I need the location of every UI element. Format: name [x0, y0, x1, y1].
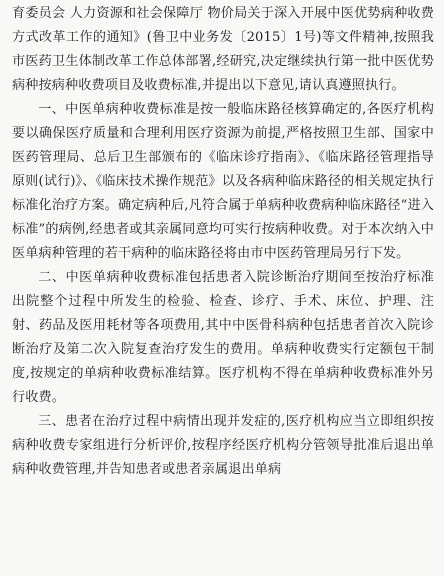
paragraph-continuation: 育委员会 人力资源和社会保障厅 物价局关于深入开展中医优势病种收费方式改革工作的通知》(鲁卫中业务发〔2015〕1号)等文件精神,按照我市医药卫生体制改革工作总体部署,经研究,决定继续执行第一批中医优势病种按病种收费项目及收费标准,并提出以下意见,请认真遵照执行。: [12, 6, 434, 93]
paragraph-item-1: 一、中医单病种收费标准是按一般临床路径核算确定的,各医疗机构要以确保医疗质量和合理利用医疗资源为前提,严格按照卫生部、国家中医药管理局、总后卫生部颁布的《临床诊疗指南》、《临床路径管理指导原则(试行)》、《临床技术操作规范》以及各病种临床路径的相关规定执行标准化治疗方案。确定病种后,凡符合属于单病种收费病种临床路径“进入标准”的病例,经患者或其亲属同意均可实行按病种收费。对于本次纳入中医单病种管理的若干病种的临床路径将由市中医药管理局另行下发。: [12, 102, 434, 261]
paragraph-item-2: 二、中医单病种收费标准包括患者入院诊断治疗期间至按治疗标准出院整个过程中所发生的检验、检查、诊疗、手术、床位、护理、注射、药品及医用耗材等各项费用,其中中医骨科病种包括患者首次入院诊断治疗及第二次入院复查治疗发生的费用。单病种收费实行定额包干制度,按规定的单病种收费标准结算。医疗机构不得在单病种收费标准外另行收费。: [12, 270, 434, 405]
paragraph-item-3: 三、患者在治疗过程中病情出现并发症的,医疗机构应当立即组织按病种收费专家组进行分析评价,按程序经医疗机构分管领导批准后退出单病种收费管理,并告知患者或患者亲属退出单病: [12, 414, 434, 477]
